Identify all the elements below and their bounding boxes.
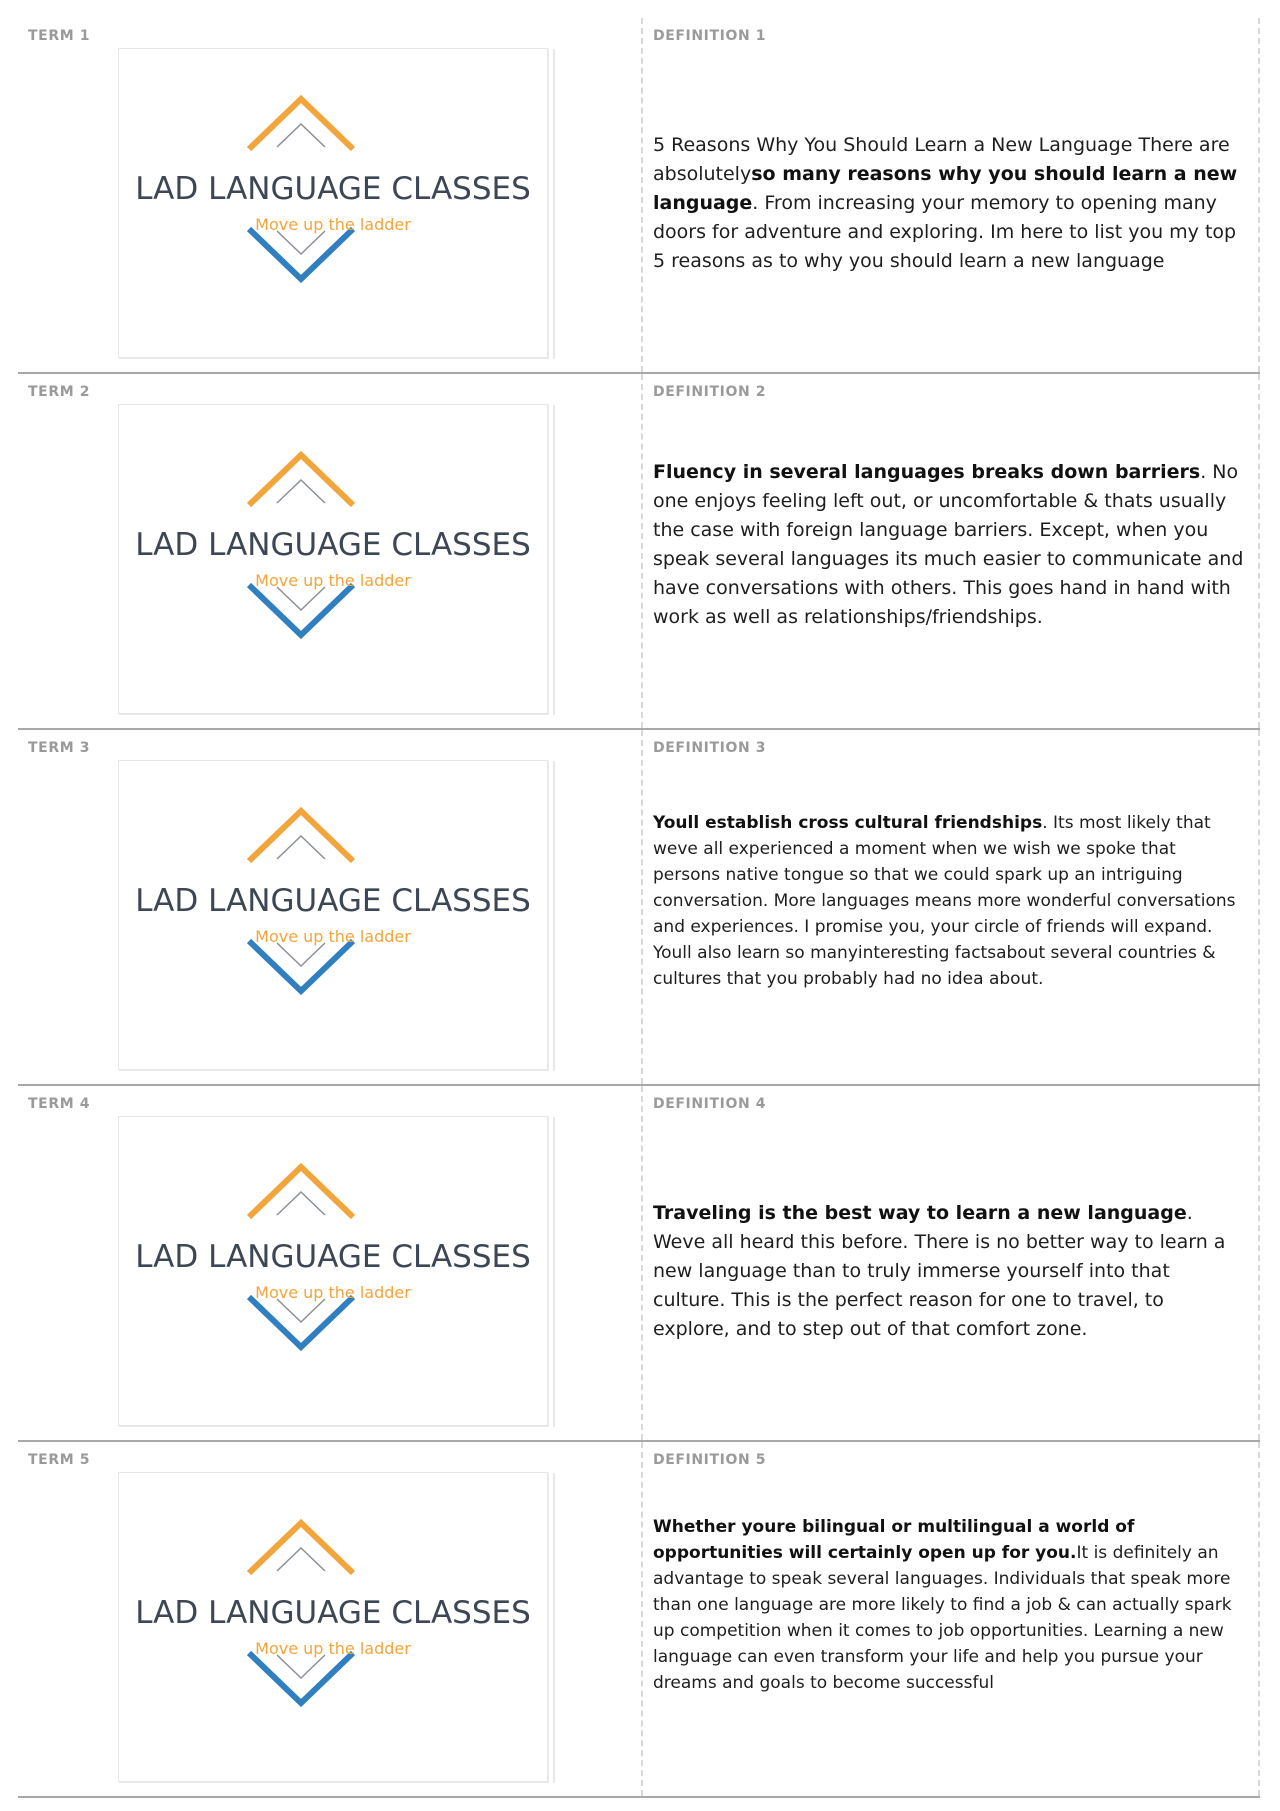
definition-column [643, 730, 1260, 1084]
definition-label: DEFINITION 4 [653, 1096, 767, 1112]
definition-heading: so many reasons why you should learn a new language [653, 163, 1238, 214]
term-label: TERM 1 [28, 28, 91, 44]
definition-column [643, 1086, 1260, 1440]
flashcard-2 [18, 374, 1260, 730]
image-edge [553, 49, 561, 359]
definition-text-body: . No one enjoys feeling left out, or uncomfortable & thats usually the case with foreign language barriers. Except, when you speak several languages its much easier to communicate and have conversations with others. This goes hand in hand with work as well as relationships/friendships. [653, 461, 1244, 628]
term-label: TERM 2 [28, 384, 91, 400]
logo-tagline: Move up the ladder [255, 1639, 411, 1658]
definition-text [653, 1514, 1246, 1696]
definition-text-body: . Weve all heard this before. There is no better way to learn a new language than to truly immerse yourself into that culture. This is the perfect reason for one to travel, to explore, and to step out of that comfort zone. [653, 1202, 1226, 1340]
definition-heading: Youll establish cross cultural friendships [653, 813, 1043, 833]
term-label: TERM 3 [28, 740, 91, 756]
definition-text [653, 1199, 1246, 1344]
logo-title: LAD LANGUAGE CLASSES [135, 883, 531, 919]
logo-title: LAD LANGUAGE CLASSES [135, 171, 531, 207]
definition-text [653, 810, 1246, 992]
definition-text [653, 458, 1246, 632]
definition-label: DEFINITION 5 [653, 1452, 767, 1468]
term-column [18, 730, 643, 1084]
logo-tagline: Move up the ladder [255, 215, 411, 234]
flashcard-sheet [18, 18, 1260, 1798]
image-edge [553, 405, 561, 715]
image-edge [553, 1473, 561, 1783]
definition-heading: Traveling is the best way to learn a new language [653, 1202, 1187, 1224]
definition-column [643, 374, 1260, 728]
logo-image [118, 1472, 548, 1782]
flashcard-4 [18, 1086, 1260, 1442]
definition-text-body: . Its most likely that weve all experienced a moment when we wish we spoke that persons native tongue so that we could spark up an intriguing conversation. More languages means more wonderful conversations and experiences. I promise you, your circle of friends will expand. Youll also learn so manyinteresting factsabout several countries & cultures that you probably had no idea about. [653, 813, 1236, 989]
definition-text-body: . From increasing your memory to opening many doors for adventure and exploring. Im here to list you my top 5 reasons as to why you should learn a new language [653, 192, 1237, 272]
flashcard-1 [18, 18, 1260, 374]
definition-text-body: It is definitely an advantage to speak several languages. Individuals that speak more than one language are more likely to find a job & can actually spark up competition when it comes to job opportunities. Learning a new language can even transform your life and help you pursue your dreams and goals to become successful [653, 1543, 1232, 1693]
definition-text-lead: 5 Reasons Why You Should Learn a New Language There are absolutely [653, 134, 1230, 185]
logo-image [118, 1116, 548, 1426]
logo-image [118, 404, 548, 714]
definition-heading: Whether youre bilingual or multilingual a world of opportunities will certainly open up for you. [653, 1517, 1135, 1563]
definition-column [643, 18, 1260, 372]
term-label: TERM 5 [28, 1452, 91, 1468]
definition-column [643, 1442, 1260, 1796]
logo-tagline: Move up the ladder [255, 1283, 411, 1302]
definition-label: DEFINITION 2 [653, 384, 767, 400]
logo-title: LAD LANGUAGE CLASSES [135, 1239, 531, 1275]
image-edge [553, 761, 561, 1071]
logo-title: LAD LANGUAGE CLASSES [135, 1595, 531, 1631]
term-column [18, 1086, 643, 1440]
flashcard-3 [18, 730, 1260, 1086]
definition-label: DEFINITION 1 [653, 28, 767, 44]
logo-tagline: Move up the ladder [255, 927, 411, 946]
logo-tagline: Move up the ladder [255, 571, 411, 590]
flashcard-5 [18, 1442, 1260, 1798]
definition-label: DEFINITION 3 [653, 740, 767, 756]
definition-heading: Fluency in several languages breaks down barriers [653, 461, 1201, 483]
term-column [18, 374, 643, 728]
logo-title: LAD LANGUAGE CLASSES [135, 527, 531, 563]
term-column [18, 18, 643, 372]
logo-image [118, 760, 548, 1070]
term-label: TERM 4 [28, 1096, 91, 1112]
logo-image [118, 48, 548, 358]
term-column [18, 1442, 643, 1796]
definition-text [653, 131, 1246, 276]
image-edge [553, 1117, 561, 1427]
